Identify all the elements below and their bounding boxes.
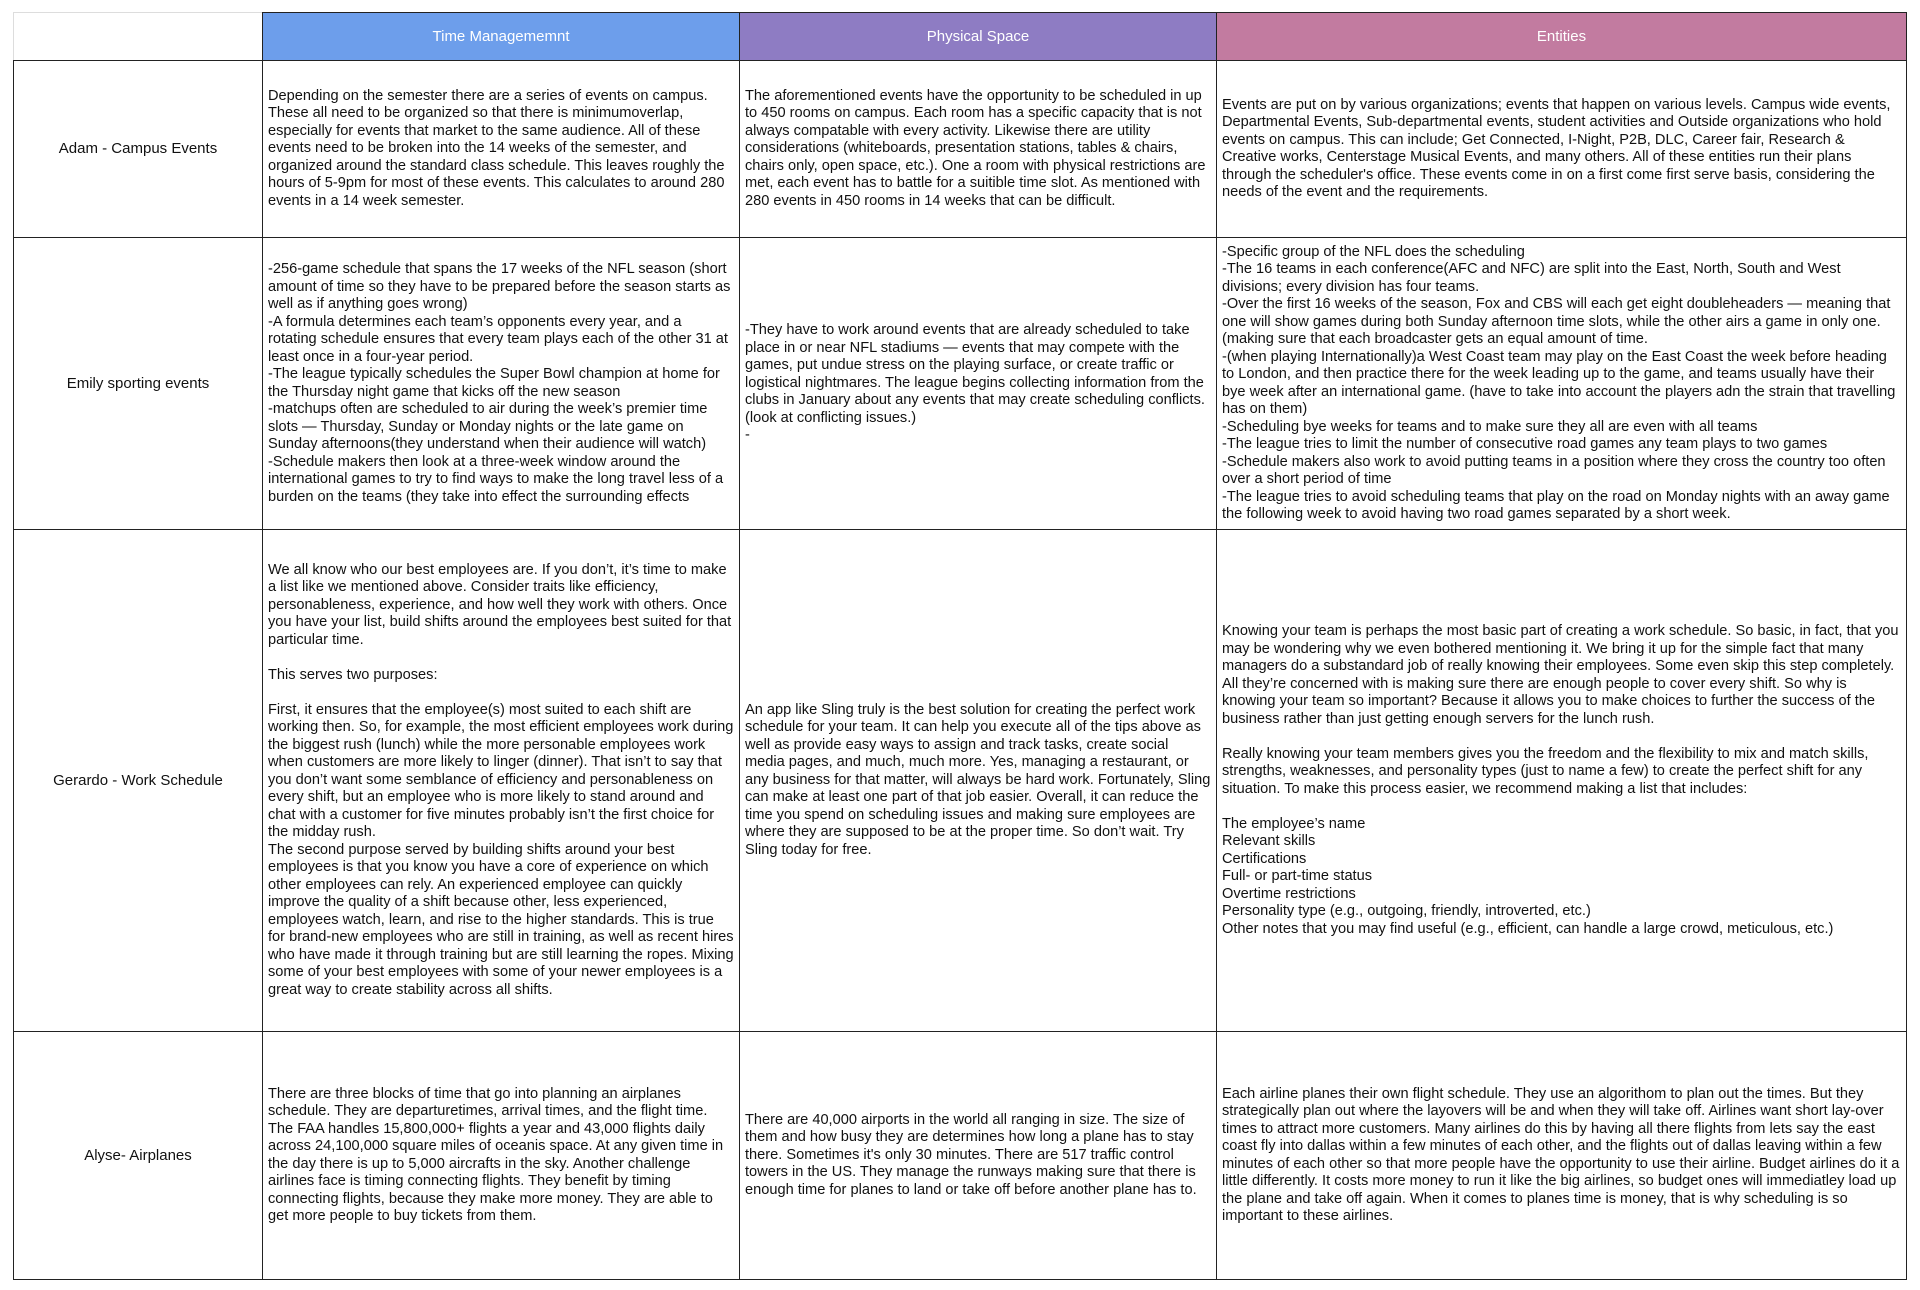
cell-time-management[interactable]: Depending on the semester there are a series of events on campus. These all need to be organized so that there is minimumoverlap, especially for events that market to the same audience. All of these events need to be broken into the 14 weeks of the semester, and organized around the standard class schedule. This leaves roughly the hours of 5-9pm for most of these events. This calculates to around 280 events in a 14 week semester. bbox=[263, 61, 740, 238]
table-row bbox=[14, 1032, 1907, 1280]
cell-time-management[interactable]: -256-game schedule that spans the 17 weeks of the NFL season (short amount of time so they have to be prepared before the season starts as well as if anything goes wrong) -A formula determines each team’s opponents every year, and a rotating schedule ensures that every team plays each of the other 31 at least once in a four-year period. -The league typically schedules the Super Bowl champion at home for the Thursday night game that kicks off the new season -matchups often are scheduled to air during the week’s premier time slots — Thursday, Sunday or Monday nights or the late game on Sunday afternoons(they understand when their audience will watch) -Schedule makers then look at a three-week window around the international games to try to find ways to make the long travel less of a burden on the teams (they take into effect the surrounding effects bbox=[263, 238, 740, 530]
table-row bbox=[14, 238, 1907, 530]
header-corner-cell[interactable] bbox=[14, 13, 263, 61]
cell-entities[interactable]: Events are put on by various organizations; events that happen on various levels. Campus wide events, Departmental Events, Sub-departmental events, student activities and Outside organizations who hold events on campus. This can include; Get Connected, I-Night, P2B, DLC, Career fair, Research & Creative works, Centerstage Musical Events, and many others. All of these entities run their plans through the scheduler's office. These events come in on a first come first serve basis, considering the needs of the event and the requirements. bbox=[1217, 61, 1907, 238]
cell-entities[interactable]: -Specific group of the NFL does the scheduling -The 16 teams in each conference(AFC and NFC) are split into the East, North, South and West divisions; every division has four teams. -Over the first 16 weeks of the season, Fox and CBS will each get eight doubleheaders — meaning that one will show games during both Sunday afternoon time slots, while the other airs a game in only one. (making sure that each broadcaster gets an equal amount of time. -(when playing Internationally)a West Coast team may play on the East Coast the week before heading to London, and then practice there for the week leading up to the game, and teams usually have their bye week after an international game. (have to take into account the players adn the strain that travelling has on them) -Scheduling bye weeks for teams and to make sure they all are even with all teams -The league tries to limit the number of consecutive road games any team plays to two games -Schedule makers also work to avoid putting teams in a position where they cross the country too often over a short period of time -The league tries to avoid scheduling teams that play on the road on Monday nights with an away game the following week to avoid having two road games separated by a short week. bbox=[1217, 238, 1907, 530]
header-entities[interactable]: Entities bbox=[1217, 13, 1907, 61]
cell-physical-space[interactable]: -They have to work around events that are already scheduled to take place in or near NFL stadiums — events that may compete with the games, put undue stress on the playing surface, or create traffic or logistical nightmares. The league begins collecting information from the clubs in January about any events that may create scheduling conflicts. (look at conflicting issues.) - bbox=[740, 238, 1217, 530]
cell-entities[interactable]: Each airline planes their own flight schedule. They use an algorithom to plan out the times. But they strategically plan out where the layovers will be and when they will take off. Airlines want short lay-over times to attract more customers. Many airlines do this by having all there flights from lets say the east coast fly into dallas within a few minutes of each other, and the flights out of dallas leaving within a few minutes of each other so that more people have the opportunity to use their airline. Budget airlines do it a little differently. It costs more money to run it like the big airlines, so budget ones will immediatley load up the plane and take off again. When it comes to planes time is money, that is why scheduling is so important to these airlines. bbox=[1217, 1032, 1907, 1280]
header-physical-space[interactable]: Physical Space bbox=[740, 13, 1217, 61]
cell-time-management[interactable]: There are three blocks of time that go into planning an airplanes schedule. They are departuretimes, arrival times, and the flight time. The FAA handles 15,800,000+ flights a year and 43,000 flights daily across 24,100,000 square miles of oceanis space. At any given time in the day there is up to 5,000 aircrafts in the sky. Another challenge airlines face is timing connecting flights. They benefit by timing connecting flights, because they make more money. They are able to get more people to buy tickets from them. bbox=[263, 1032, 740, 1280]
header-row bbox=[14, 13, 1907, 61]
row-label-work-schedule[interactable]: Gerardo - Work Schedule bbox=[14, 530, 263, 1032]
cell-physical-space[interactable]: An app like Sling truly is the best solution for creating the perfect work schedule for your team. It can help you execute all of the tips above as well as provide easy ways to assign and track tasks, create social media pages, and much, much more. Yes, managing a restaurant, or any business for that matter, will always be hard work. Fortunately, Sling can make at least one part of that job easier. Overall, it can reduce the time you spend on scheduling issues and making sure employees are where they are supposed to be at the proper time. So don’t wait. Try Sling today for free. bbox=[740, 530, 1217, 1032]
cell-physical-space[interactable]: The aforementioned events have the opportunity to be scheduled in up to 450 rooms on campus. Each room has a specific capacity that is not always compatable with every activity. Likewise there are utility considerations (whiteboards, presentation stations, tables & chairs, chairs only, open space, etc.). One a room with physical restrictions are met, each event has to battle for a suitible time slot. As mentioned with 280 events in 450 rooms in 14 weeks that can be difficult. bbox=[740, 61, 1217, 238]
row-label-campus-events[interactable]: Adam - Campus Events bbox=[14, 61, 263, 238]
row-label-sporting-events[interactable]: Emily sporting events bbox=[14, 238, 263, 530]
schedule-table bbox=[13, 12, 1907, 1280]
cell-entities[interactable]: Knowing your team is perhaps the most basic part of creating a work schedule. So basic, in fact, that you may be wondering why we even bothered mentioning it. We bring it up for the simple fact that many managers do a substandard job of really knowing their employees. Some even skip this step completely. All they’re concerned with is making sure there are enough people to cover every shift. So why is knowing your team so important? Because it allows you to make choices to further the success of the business rather than just getting enough servers for the lunch rush. Really knowing your team members gives you the freedom and the flexibility to mix and match skills, strengths, weaknesses, and personality types (just to name a few) to create the perfect shift for any situation. To make this process easier, we recommend making a list that includes: The employee’s name Relevant skills Certifications Full- or part-time status Overtime restrictions Personality type (e.g., outgoing, friendly, introverted, etc.) Other notes that you may find useful (e.g., efficient, can handle a large crowd, meticulous, etc.) bbox=[1217, 530, 1907, 1032]
table-row bbox=[14, 530, 1907, 1032]
table-row bbox=[14, 61, 1907, 238]
cell-physical-space[interactable]: There are 40,000 airports in the world all ranging in size. The size of them and how busy they are determines how long a plane has to stay there. Sometimes it's only 30 minutes. There are 517 traffic control towers in the US. They manage the runways making sure that there is enough time for planes to land or take off before another plane has to. bbox=[740, 1032, 1217, 1280]
header-time-management[interactable]: Time Managememnt bbox=[263, 13, 740, 61]
cell-time-management[interactable]: We all know who our best employees are. If you don’t, it’s time to make a list like we mentioned above. Consider traits like efficiency, personableness, experience, and how well they work with others. Once you have your list, build shifts around the employees best suited for that particular time. This serves two purposes: First, it ensures that the employee(s) most suited to each shift are working then. So, for example, the most efficient employees work during the biggest rush (lunch) while the more personable employees work when customers are more likely to linger (dinner). That isn’t to say that you don’t want some semblance of efficiency and personableness on every shift, but an employee who is more likely to stand around and chat with a customer for five minutes probably isn’t the first choice for the midday rush. The second purpose served by building shifts around your best employees is that you know you have a core of experience on which other employees can rely. An experienced employee can quickly improve the quality of a shift because other, less experienced, employees watch, learn, and rise to the higher standards. This is true for brand-new employees who are still in training, as well as recent hires who have made it through training but are still learning the ropes. Mixing some of your best employees with some of your newer employees is a great way to create stability across all shifts. bbox=[263, 530, 740, 1032]
row-label-airplanes[interactable]: Alyse- Airplanes bbox=[14, 1032, 263, 1280]
